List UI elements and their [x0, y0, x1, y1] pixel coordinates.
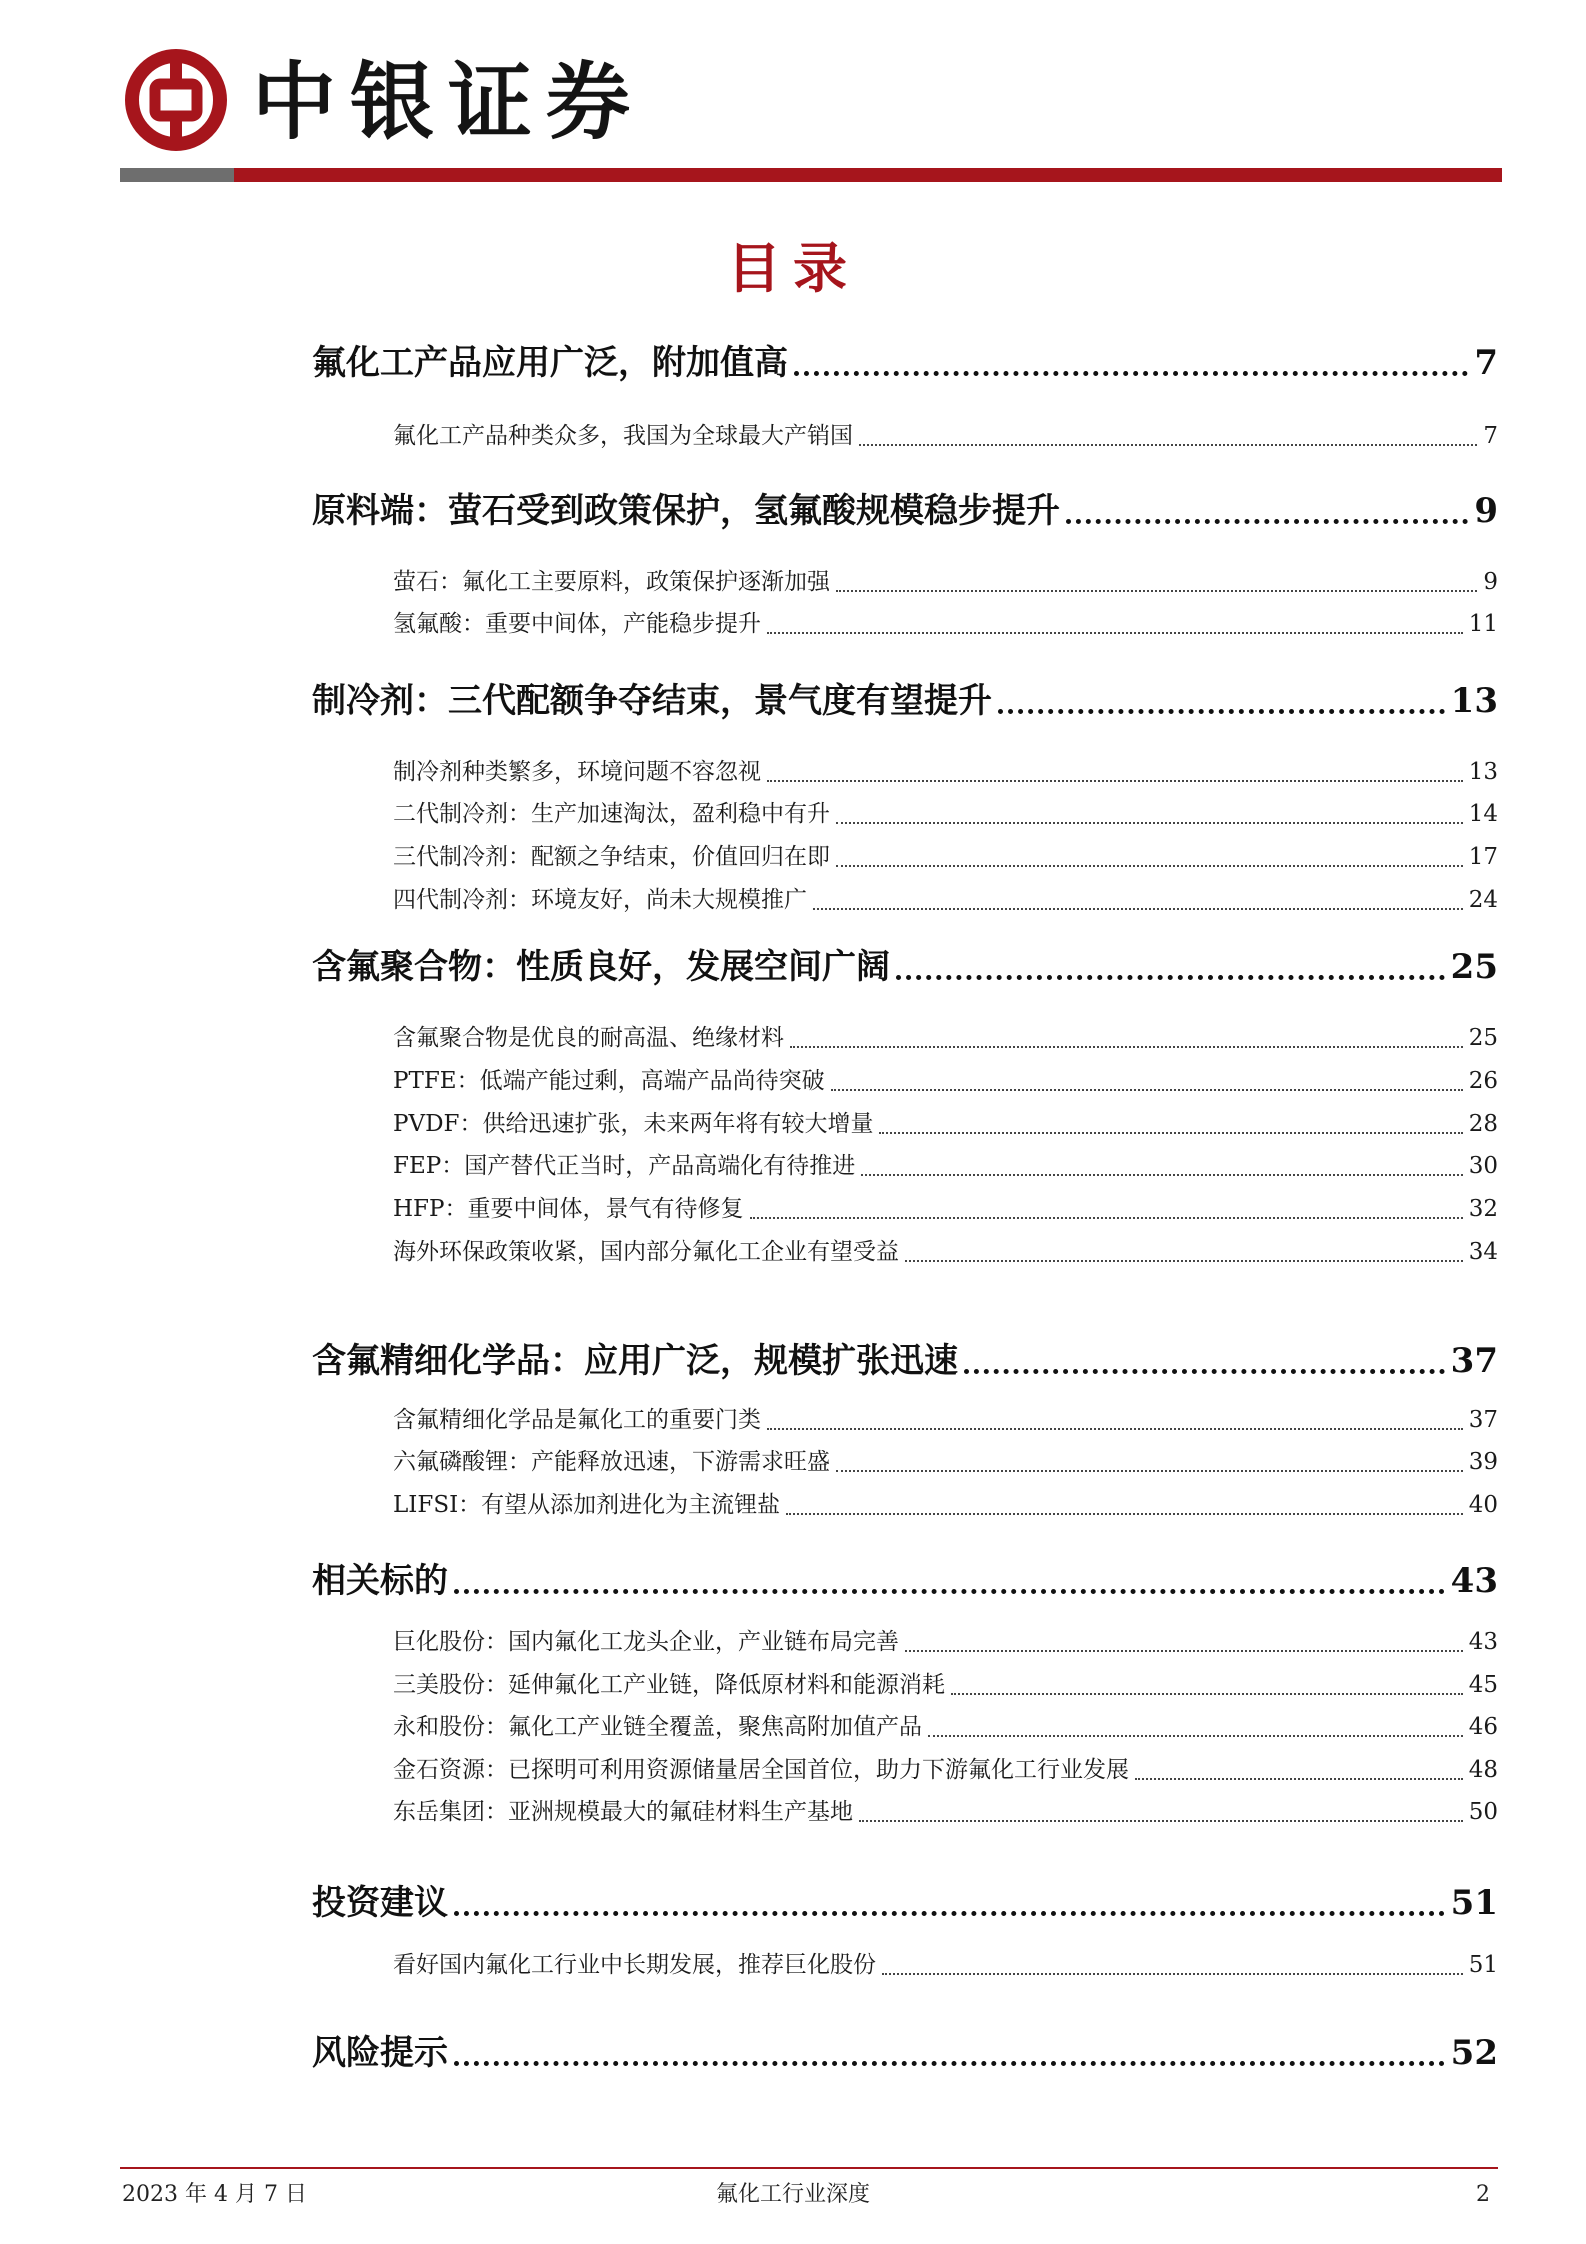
toc-subsection[interactable] [393, 1670, 1498, 1700]
footer-date: 2023 年 4 月 7 日 [122, 2182, 307, 2207]
toc-subsection-title: 氟化工产品种类众多，我国为全球最大产销国 [393, 423, 853, 449]
toc-section[interactable] [312, 342, 1498, 384]
dot-leader [786, 1513, 1463, 1515]
dot-leader [905, 1260, 1463, 1262]
toc-section-page: 25 [1450, 947, 1498, 987]
toc-subsection[interactable] [393, 799, 1498, 829]
toc-subsection-title: 永和股份：氟化工产业链全覆盖，聚焦高附加值产品 [393, 1714, 922, 1740]
dot-leader [964, 1369, 1445, 1374]
toc-subsection-page: 45 [1468, 1672, 1498, 1698]
dot-leader [767, 780, 1463, 782]
toc-subsection[interactable] [393, 421, 1498, 451]
footer-report-title: 氟化工行业深度 [715, 2182, 870, 2207]
toc-subsection-page: 32 [1468, 1196, 1498, 1222]
toc-section[interactable] [312, 680, 1498, 722]
toc-subsection[interactable] [393, 1405, 1498, 1435]
toc-subsection[interactable] [393, 1797, 1498, 1827]
toc-subsection[interactable] [393, 1712, 1498, 1742]
toc-subsection-title: 三美股份：延伸氟化工产业链，降低原材料和能源消耗 [393, 1672, 945, 1698]
dot-leader [879, 1132, 1462, 1134]
page-title: 目录 [727, 236, 859, 300]
toc-subsection-title: 四代制冷剂：环境友好，尚未大规模推广 [393, 887, 807, 913]
toc-subsection-title: 六氟磷酸锂：产能释放迅速，下游需求旺盛 [393, 1449, 830, 1475]
toc-subsection[interactable] [393, 757, 1498, 787]
dot-leader [951, 1693, 1463, 1695]
toc-subsection-title: PTFE：低端产能过剩，高端产品尚待突破 [393, 1068, 825, 1094]
toc-subsection-title: LIFSI：有望从添加剂进化为主流锂盐 [393, 1492, 781, 1518]
dot-leader [836, 1470, 1463, 1472]
toc-subsection-page: 28 [1468, 1111, 1498, 1137]
toc-subsection-title: 金石资源：已探明可利用资源储量居全国首位，助力下游氟化工行业发展 [393, 1757, 1129, 1783]
toc-subsection-page: 30 [1468, 1153, 1498, 1179]
dot-leader [794, 371, 1468, 376]
brand-name: 中银证券 [252, 52, 645, 151]
toc-subsection-page: 46 [1468, 1714, 1498, 1740]
toc-section-title: 风险提示 [312, 2033, 448, 2073]
footer-rule [120, 2167, 1498, 2169]
dot-leader [836, 865, 1463, 867]
toc-subsection[interactable] [393, 1023, 1498, 1053]
toc-section-title: 氟化工产品应用广泛，附加值高 [312, 343, 788, 383]
toc-section-title: 制冷剂：三代配额争夺结束，景气度有望提升 [312, 681, 992, 721]
toc-subsection-title: 二代制冷剂：生产加速淘汰，盈利稳中有升 [393, 801, 830, 827]
toc-subsection-page: 43 [1468, 1629, 1498, 1655]
toc-section[interactable] [312, 2032, 1498, 2074]
dot-leader [998, 709, 1445, 714]
toc-subsection-page: 9 [1483, 569, 1498, 595]
toc-subsection[interactable] [393, 1627, 1498, 1657]
dot-leader [1135, 1778, 1463, 1780]
toc-subsection-page: 48 [1468, 1757, 1498, 1783]
toc-subsection-title: 巨化股份：国内氟化工龙头企业，产业链布局完善 [393, 1629, 899, 1655]
toc-section-page: 13 [1450, 681, 1498, 721]
dot-leader [896, 975, 1445, 980]
dot-leader [905, 1650, 1463, 1652]
toc-subsection[interactable] [393, 1237, 1498, 1267]
toc-subsection-title: 看好国内氟化工行业中长期发展，推荐巨化股份 [393, 1952, 876, 1978]
dot-leader [831, 1089, 1463, 1091]
dot-leader [454, 2061, 1445, 2066]
toc-section-title: 原料端：萤石受到政策保护，氢氟酸规模稳步提升 [312, 491, 1060, 531]
dot-leader [836, 590, 1477, 592]
toc-subsection-page: 26 [1468, 1068, 1498, 1094]
toc-subsection[interactable] [393, 1109, 1498, 1139]
toc-subsection-page: 11 [1468, 611, 1498, 637]
toc-section[interactable] [312, 1560, 1498, 1602]
footer-page-number: 2 [1476, 2182, 1490, 2207]
dot-leader [813, 908, 1463, 910]
toc-subsection-page: 25 [1468, 1025, 1498, 1051]
dot-leader [750, 1217, 1463, 1219]
toc-subsection-page: 24 [1468, 887, 1498, 913]
toc-subsection[interactable] [393, 1194, 1498, 1224]
toc-subsection-page: 13 [1468, 759, 1498, 785]
toc-section-page: 37 [1450, 1341, 1498, 1381]
dot-leader [790, 1046, 1463, 1048]
toc-section-page: 43 [1450, 1561, 1498, 1601]
toc-subsection[interactable] [393, 842, 1498, 872]
toc-subsection-title: 含氟聚合物是优良的耐高温、绝缘材料 [393, 1025, 784, 1051]
dot-leader [454, 1589, 1445, 1594]
toc-subsection-title: 制冷剂种类繁多，环境问题不容忽视 [393, 759, 761, 785]
toc-section[interactable] [312, 490, 1498, 532]
toc-section-page: 52 [1450, 2033, 1498, 2073]
toc-subsection[interactable] [393, 885, 1498, 915]
toc-subsection[interactable] [393, 1066, 1498, 1096]
toc-subsection-page: 40 [1468, 1492, 1498, 1518]
toc-subsection-title: PVDF：供给迅速扩张，未来两年将有较大增量 [393, 1111, 874, 1137]
dot-leader [1066, 519, 1468, 524]
toc-section-title: 相关标的 [312, 1561, 448, 1601]
toc-subsection-page: 39 [1468, 1449, 1498, 1475]
toc-subsection-page: 50 [1468, 1799, 1498, 1825]
toc-subsection[interactable] [393, 609, 1498, 639]
toc-section[interactable] [312, 1340, 1498, 1382]
toc-subsection[interactable] [393, 1755, 1498, 1785]
dot-leader [767, 1428, 1463, 1430]
toc-section-page: 51 [1450, 1883, 1498, 1923]
toc-subsection-title: 萤石：氟化工主要原料，政策保护逐渐加强 [393, 569, 830, 595]
toc-section-page: 9 [1474, 491, 1498, 531]
toc-section[interactable] [312, 1882, 1498, 1924]
dot-leader [859, 1820, 1463, 1822]
toc-section-title: 含氟聚合物：性质良好，发展空间广阔 [312, 947, 890, 987]
toc-section-title: 投资建议 [312, 1883, 448, 1923]
toc-subsection[interactable] [393, 567, 1498, 597]
toc-subsection-title: 海外环保政策收紧，国内部分氟化工企业有望受益 [393, 1239, 899, 1265]
toc-subsection[interactable] [393, 1490, 1498, 1520]
toc-subsection-title: 含氟精细化学品是氟化工的重要门类 [393, 1407, 761, 1433]
dot-leader [836, 822, 1463, 824]
toc-subsection-title: 三代制冷剂：配额之争结束，价值回归在即 [393, 844, 830, 870]
toc-subsection-page: 37 [1468, 1407, 1498, 1433]
toc-subsection[interactable] [393, 1151, 1498, 1181]
toc-subsection[interactable] [393, 1950, 1498, 1980]
toc-subsection-title: 东岳集团：亚洲规模最大的氟硅材料生产基地 [393, 1799, 853, 1825]
dot-leader [454, 1911, 1445, 1916]
toc-subsection-page: 51 [1468, 1952, 1498, 1978]
dot-leader [859, 444, 1477, 446]
dot-leader [767, 632, 1463, 634]
toc-subsection[interactable] [393, 1447, 1498, 1477]
toc-subsection-title: FEP：国产替代正当时，产品高端化有待推进 [393, 1153, 856, 1179]
toc-subsection-title: 氢氟酸：重要中间体，产能稳步提升 [393, 611, 761, 637]
toc-subsection-page: 17 [1468, 844, 1498, 870]
toc-subsection-page: 34 [1468, 1239, 1498, 1265]
toc-subsection-title: HFP：重要中间体，景气有待修复 [393, 1196, 744, 1222]
toc-section-page: 7 [1474, 343, 1498, 383]
dot-leader [928, 1735, 1463, 1737]
dot-leader [882, 1973, 1463, 1975]
toc-section-title: 含氟精细化学品：应用广泛，规模扩张迅速 [312, 1341, 958, 1381]
dot-leader [861, 1174, 1462, 1176]
toc-section[interactable] [312, 946, 1498, 988]
toc-subsection-page: 14 [1468, 801, 1498, 827]
toc-subsection-page: 7 [1483, 423, 1498, 449]
